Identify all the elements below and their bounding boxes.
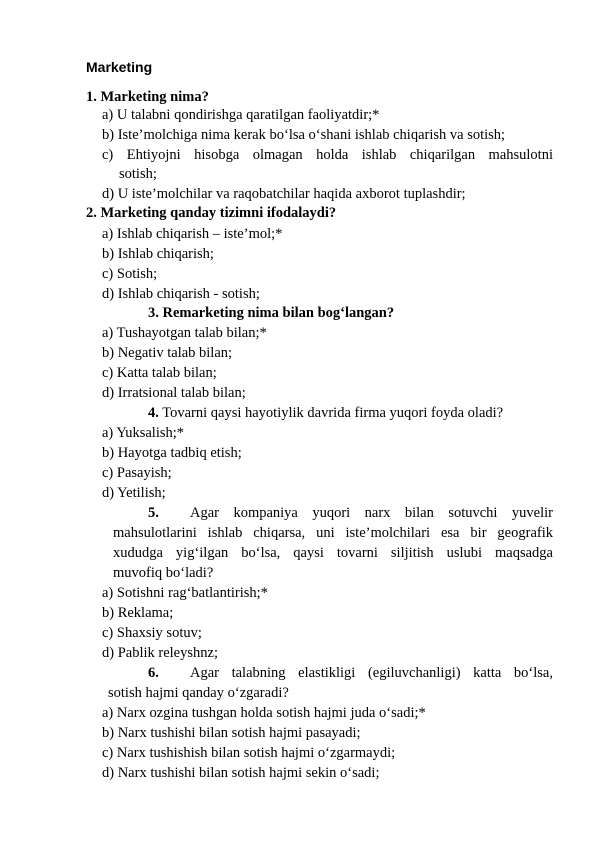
- option-6c: c) Narx tushishish bilan sotish hajmi o‘zgarmaydi;: [102, 745, 396, 761]
- question-3: [148, 304, 394, 322]
- option-4a: a) Yuksalish;*: [102, 425, 185, 441]
- question-6-line-1: Agar talabning elastikligi (egiluvchanligi) katta bo‘lsa,: [190, 665, 553, 681]
- option-2c: c) Sotish;: [102, 266, 158, 282]
- question-2: [86, 204, 336, 222]
- option-3c: c) Katta talab bilan;: [102, 365, 217, 381]
- option-4d: d) Yetilish;: [102, 485, 166, 501]
- option-3d: d) Irratsional talab bilan;: [102, 385, 246, 401]
- option-3a: a) Tushayotgan talab bilan;*: [102, 325, 267, 341]
- question-4: [148, 404, 503, 422]
- option-2d: d) Ishlab chiqarish - sotish;: [102, 286, 260, 302]
- question-3-text: Remarketing nima bilan bog‘langan?: [162, 305, 395, 321]
- question-1-text: Marketing nima?: [100, 89, 209, 105]
- option-1c: c) Ehtiyojni hisobga olmagan holda ishlab chiqarilgan mahsulotni: [102, 147, 553, 163]
- option-4b: b) Hayotga tadbiq etish;: [102, 445, 242, 461]
- question-1-number: 1.: [86, 89, 97, 105]
- question-2-number: 2.: [86, 205, 97, 221]
- question-1: [86, 88, 209, 106]
- page-title: Marketing: [86, 59, 153, 75]
- option-6b: b) Narx tushishi bilan sotish hajmi pasayadi;: [102, 725, 361, 741]
- option-5d: d) Pablik releyshnz;: [102, 645, 218, 661]
- question-6-number: 6.: [148, 665, 159, 681]
- option-1c-cont: sotish;: [119, 166, 157, 182]
- question-4-text: Tovarni qaysi hayotiylik davrida firma yuqori foyda oladi?: [162, 405, 504, 421]
- question-4-number: 4.: [148, 405, 159, 421]
- question-5-line-3: xududga yig‘ilgan bo‘lsa, qaysi tovarni siljitish uslubi maqsadga: [113, 545, 553, 561]
- option-5a: a) Sotishni rag‘batlantirish;*: [102, 585, 268, 601]
- question-5-number: 5.: [148, 505, 159, 521]
- option-1d: d) U iste’molchilar va raqobatchilar haqida axborot tuplashdir;: [102, 186, 466, 202]
- question-5-line-2: mahsulotlarini ishlab chiqarsa, uni iste’molchilari esa bir geografik: [113, 525, 553, 541]
- question-6-line-2: sotish hajmi qanday o‘zgaradi?: [108, 685, 289, 701]
- option-3b: b) Negativ talab bilan;: [102, 345, 233, 361]
- question-3-number: 3.: [148, 305, 159, 321]
- question-5-line-4: muvofiq bo‘ladi?: [113, 565, 214, 581]
- option-4c: c) Pasayish;: [102, 465, 172, 481]
- option-5b: b) Reklama;: [102, 605, 174, 621]
- option-1a: a) U talabni qondirishga qaratilgan faoliyatdir;*: [102, 107, 380, 123]
- option-1b: b) Iste’molchiga nima kerak bo‘lsa o‘shani ishlab chiqarish va sotish;: [102, 127, 506, 143]
- question-2-text: Marketing qanday tizimni ifodalaydi?: [100, 205, 337, 221]
- option-6a: a) Narx ozgina tushgan holda sotish hajmi juda o‘sadi;*: [102, 705, 426, 721]
- option-2a: a) Ishlab chiqarish – iste’mol;*: [102, 226, 283, 242]
- option-5c: c) Shaxsiy sotuv;: [102, 625, 202, 641]
- option-6d: d) Narx tushishi bilan sotish hajmi sekin o‘sadi;: [102, 765, 380, 781]
- option-2b: b) Ishlab chiqarish;: [102, 246, 214, 262]
- question-5-line-1: Agar kompaniya yuqori narx bilan sotuvchi yuvelir: [190, 505, 553, 521]
